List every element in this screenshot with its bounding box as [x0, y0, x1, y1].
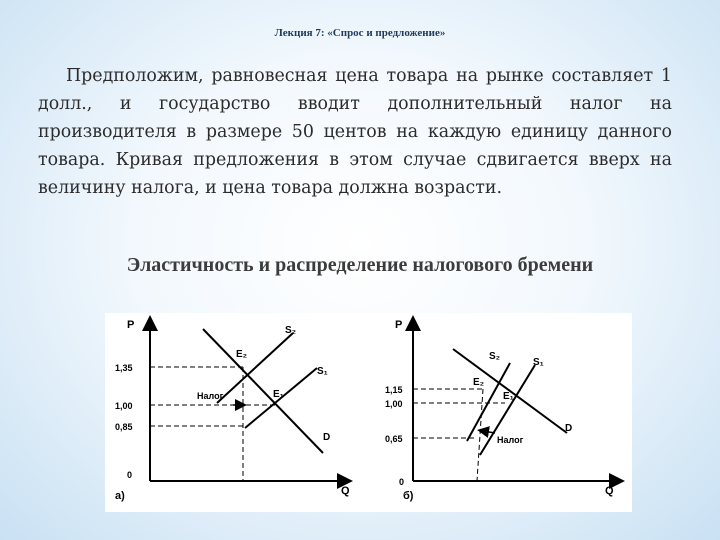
graph-b-tick-1-00: 1,00	[385, 399, 403, 409]
graph-b-tick-1-15: 1,15	[385, 385, 403, 395]
graph-a-tick-1-00: 1,00	[115, 401, 133, 411]
graph-b-tick-0-65: 0,65	[385, 434, 403, 444]
lecture-header: Лекция 7: «Спрос и предложение»	[274, 27, 446, 39]
graph-a	[115, 319, 350, 502]
graph-a-q-label: Q	[341, 485, 350, 497]
graph-b-tax-label: Налог	[497, 435, 524, 445]
graph-a-tax-label: Налог	[197, 391, 224, 401]
graph-b-label-d: D	[565, 423, 573, 434]
graph-b-tax-arrow	[483, 431, 495, 433]
graph-b-q-label: Q	[605, 485, 614, 497]
tax-burden-figure	[105, 313, 632, 512]
graph-a-label-s1: S₁	[317, 366, 328, 377]
graph-b-label-e1: E₁	[503, 391, 514, 402]
graph-b-label-e2: E₂	[473, 377, 485, 388]
graph-a-origin: 0	[127, 470, 133, 480]
graph-a-label-e1: E₁	[273, 389, 284, 400]
graph-a-tick-1-35: 1,35	[115, 363, 133, 373]
body-paragraph: Предположим, равновесная цена товара на рынке составляет 1 долл., и государство вводит дополнительный налог на производителя в размере 50 центов на каждую единицу данного товара. Кривая предложения в этом случае сдвигается вверх на величину налога, и цена товара должна возрасти.	[38, 66, 672, 198]
graph-a-label-e2: E₂	[236, 349, 248, 360]
section-subtitle: Эластичность и распределение налогового бремени	[126, 254, 594, 276]
graph-b-origin: 0	[399, 477, 405, 487]
graph-a-label-s2: S₂	[285, 325, 297, 336]
graph-a-label-d: D	[323, 432, 331, 443]
graph-b-panel-label: б)	[403, 490, 414, 502]
graph-b-label-s2: S₂	[489, 351, 501, 362]
graph-b-p-label: P	[395, 319, 403, 331]
graph-a-panel-label: а)	[115, 490, 125, 502]
graph-b-label-s1: S₁	[533, 357, 544, 368]
graph-b	[385, 319, 617, 502]
graph-a-p-label: P	[127, 319, 135, 331]
graph-a-tick-0-85: 0,85	[115, 422, 133, 432]
